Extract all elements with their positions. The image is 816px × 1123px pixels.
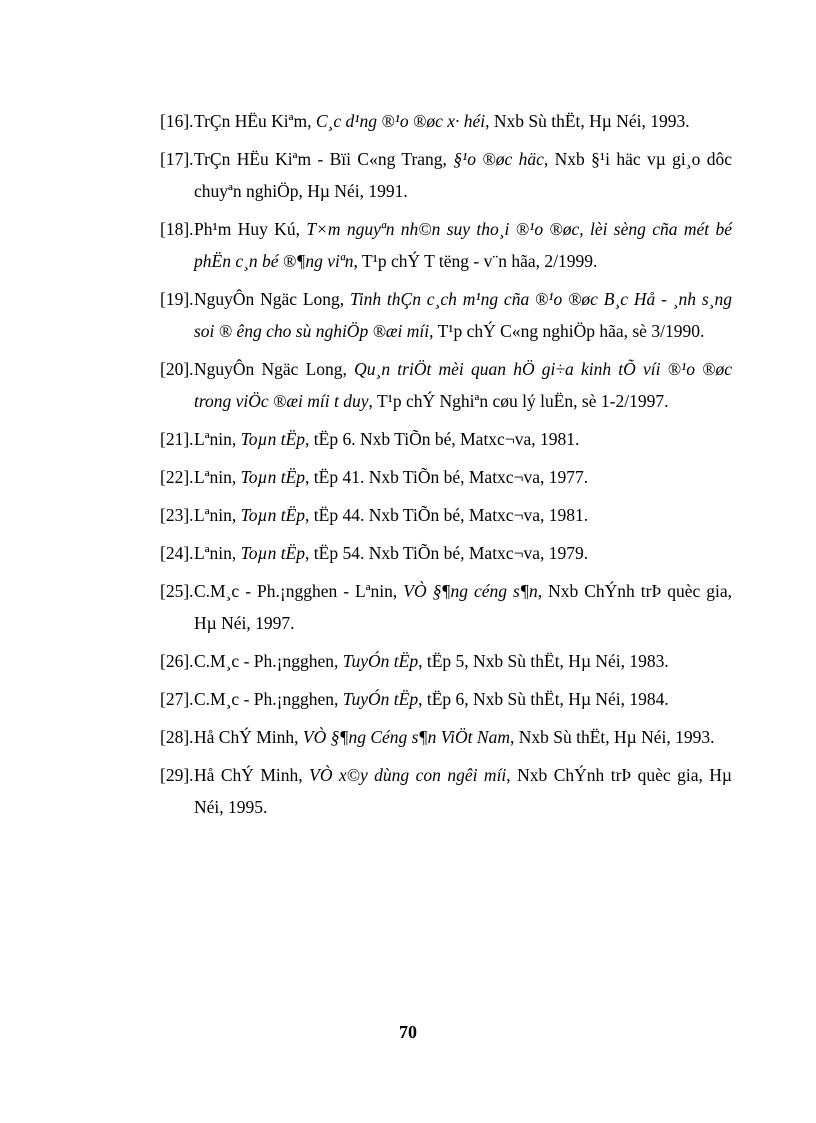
reference-author: Ph¹m Huy Kú, — [194, 219, 300, 239]
reference-author: TrÇn HËu Kiªm, — [194, 111, 312, 131]
reference-author: C.M¸c - Ph.¡ngghen, — [194, 651, 339, 671]
reference-details: , T¹p chÝ Nghiªn cøu lý luËn, sè 1-2/1997. — [368, 391, 669, 411]
reference-item — [160, 537, 732, 569]
reference-title: T×m nguyªn nh©n suy tho¸i ®¹o ®øc, lèi sèng cña mét bé phËn c¸n bé ®¶ng viªn — [194, 219, 732, 271]
reference-author: C.M¸c - Ph.¡ngghen - Lªnin, — [194, 581, 398, 601]
reference-details: , tËp 54. Nxb TiÕn bé, Matxc¬va, 1979. — [305, 543, 589, 563]
reference-title: C¸c d¹ng ®¹o ®øc x· héi — [315, 111, 486, 131]
reference-number: [24]. — [160, 543, 194, 563]
reference-item — [160, 759, 732, 823]
reference-author: Lªnin, — [194, 467, 237, 487]
reference-details: , Nxb ChÝnh trÞ quèc gia, Hµ Néi, 1997. — [194, 581, 732, 633]
reference-title: Toµn tËp — [240, 543, 306, 563]
reference-item — [160, 575, 732, 639]
reference-item — [160, 143, 732, 207]
reference-title: Toµn tËp — [240, 467, 306, 487]
reference-list — [160, 105, 732, 829]
reference-number: [22]. — [160, 467, 194, 487]
page-number: 70 — [399, 1022, 417, 1042]
reference-item — [160, 423, 732, 455]
reference-author: NguyÔn Ngäc Long, — [194, 359, 347, 379]
reference-number: [18]. — [160, 219, 194, 239]
reference-author: Lªnin, — [194, 505, 237, 525]
reference-number: [27]. — [160, 689, 194, 709]
reference-details: , tËp 6, Nxb Sù thËt, Hµ Néi, 1984. — [418, 689, 669, 709]
reference-number: [25]. — [160, 581, 194, 601]
reference-title: VÒ §¶ng céng s¶n — [403, 581, 538, 601]
reference-author: C.M¸c - Ph.¡ngghen, — [194, 689, 339, 709]
reference-item — [160, 645, 732, 677]
reference-number: [16]. — [160, 111, 194, 131]
reference-item — [160, 353, 732, 417]
reference-number: [28]. — [160, 727, 194, 747]
reference-item — [160, 461, 732, 493]
reference-number: [19]. — [160, 289, 194, 309]
reference-number: [17]. — [160, 149, 194, 169]
reference-details: , tËp 5, Nxb Sù thËt, Hµ Néi, 1983. — [418, 651, 669, 671]
reference-details: , Nxb Sù thËt, Hµ Néi, 1993. — [509, 727, 715, 747]
reference-title: §¹o ®øc häc — [453, 149, 544, 169]
reference-details: , tËp 44. Nxb TiÕn bé, Matxc¬va, 1981. — [305, 505, 589, 525]
reference-number: [21]. — [160, 429, 194, 449]
reference-author: Lªnin, — [194, 429, 237, 449]
reference-number: [29]. — [160, 765, 194, 785]
reference-item — [160, 683, 732, 715]
reference-author: NguyÔn Ngäc Long, — [194, 289, 345, 309]
reference-title: Tinh thÇn c¸ch m¹ng cña ®¹o ®øc B¸c Hå - ¸nh s¸ng soi ® êng cho sù nghiÖp ®æi míi — [194, 289, 733, 341]
reference-title: Toµn tËp — [240, 429, 306, 449]
reference-item — [160, 499, 732, 531]
reference-number: [20]. — [160, 359, 194, 379]
reference-details: , Nxb Sù thËt, Hµ Néi, 1993. — [485, 111, 690, 131]
reference-item — [160, 213, 732, 277]
reference-details: , T¹p chÝ C«ng nghiÖp hãa, sè 3/1990. — [429, 321, 705, 341]
reference-title: Qu¸n triÖt mèi quan hÖ gi÷a kinh tÕ víi ®¹o ®øc trong viÖc ®æi míi t duy — [194, 359, 732, 411]
reference-details: , T¹p chÝ T tëng - v¨n hãa, 2/1999. — [353, 251, 598, 271]
reference-item — [160, 105, 732, 137]
reference-author: Hå ChÝ Minh, — [194, 727, 299, 747]
reference-author: Lªnin, — [194, 543, 237, 563]
reference-author: Hå ChÝ Minh, — [194, 765, 303, 785]
reference-number: [26]. — [160, 651, 194, 671]
reference-details: , tËp 41. Nxb TiÕn bé, Matxc¬va, 1977. — [305, 467, 589, 487]
reference-item — [160, 283, 732, 347]
reference-details: , tËp 6. Nxb TiÕn bé, Matxc¬va, 1981. — [305, 429, 580, 449]
reference-title: TuyÓn tËp — [342, 689, 419, 709]
reference-title: Toµn tËp — [240, 505, 306, 525]
reference-title: TuyÓn tËp — [342, 651, 419, 671]
reference-details: , Nxb ChÝnh trÞ quèc gia, Hµ Néi, 1995. — [194, 765, 733, 817]
reference-details: , Nxb §¹i häc vµ gi¸o dôc chuyªn nghiÖp, Hµ Néi, 1991. — [194, 149, 733, 201]
reference-item — [160, 721, 732, 753]
reference-number: [23]. — [160, 505, 194, 525]
reference-title: VÒ §¶ng Céng s¶n ViÖt Nam — [302, 727, 510, 747]
reference-author: TrÇn HËu Kiªm - Bïi C«ng Trang, — [194, 149, 447, 169]
reference-title: VÒ x©y dùng con ngêi míi — [309, 765, 507, 785]
